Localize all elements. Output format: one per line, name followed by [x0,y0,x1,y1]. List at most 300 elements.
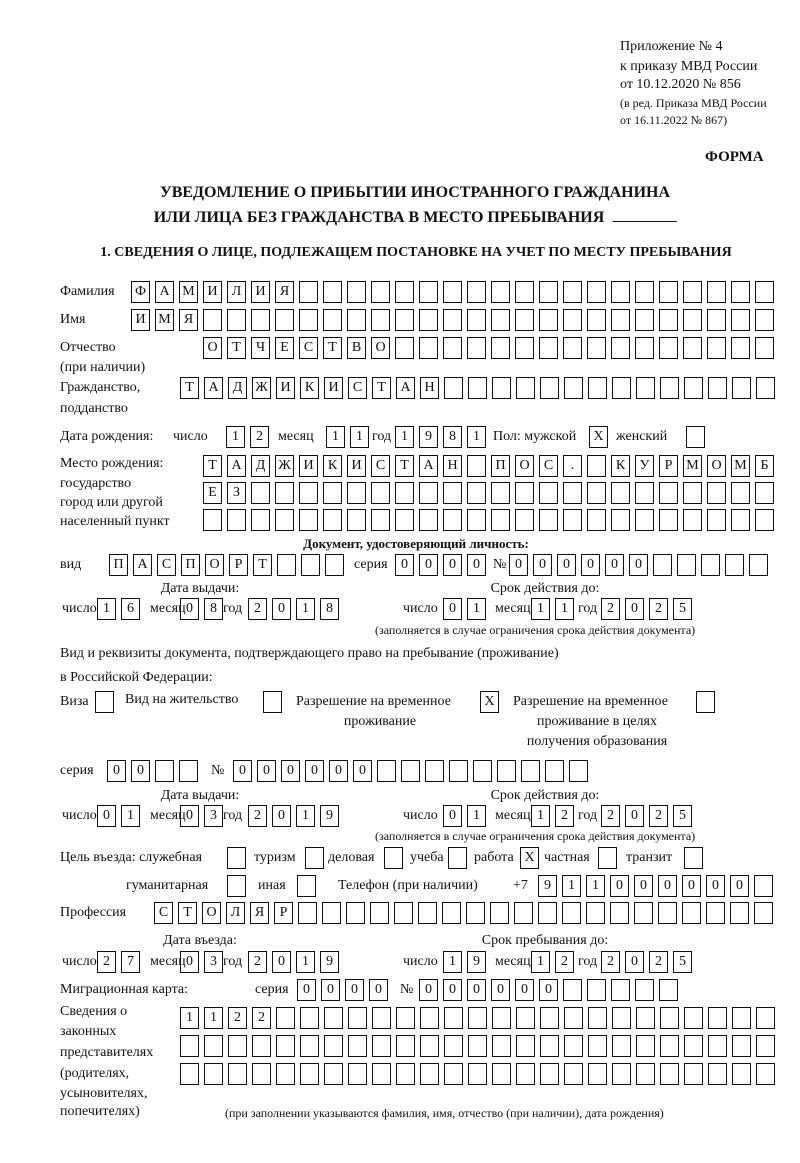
cell[interactable]: Д [228,377,247,399]
entry-year-cells[interactable] [248,951,339,973]
birth-place-cells-1[interactable] [203,455,774,477]
cell[interactable]: 1 [180,1007,199,1029]
cell[interactable] [598,847,617,869]
cell[interactable]: С [539,455,558,477]
reps-cells-2[interactable] [180,1035,775,1057]
cell[interactable] [707,509,726,531]
cell[interactable]: 0 [625,805,644,827]
cell[interactable] [563,509,582,531]
mc-number-cells[interactable] [419,979,678,1001]
cell[interactable] [756,1035,775,1057]
cell[interactable] [395,337,414,359]
cell[interactable] [563,309,582,331]
cell[interactable] [300,1063,319,1085]
cell[interactable]: Ф [131,281,150,303]
cell[interactable]: П [181,554,200,576]
cell[interactable] [324,1007,343,1029]
cell[interactable]: 1 [562,875,581,897]
cell[interactable] [563,979,582,1001]
cell[interactable] [468,1063,487,1085]
cell[interactable]: 1 [326,426,345,448]
cell[interactable]: 2 [649,951,668,973]
cell[interactable] [425,760,444,782]
cell[interactable] [754,902,773,924]
cell[interactable] [515,309,534,331]
cell[interactable]: 1 [97,598,116,620]
cell[interactable] [683,337,702,359]
cell[interactable] [348,1007,367,1029]
id-issue-day-cells[interactable] [97,598,140,620]
cell[interactable] [563,337,582,359]
cell[interactable] [684,1007,703,1029]
cell[interactable]: 0 [369,979,388,1001]
cell[interactable]: 0 [321,979,340,1001]
cell[interactable] [635,309,654,331]
cell[interactable] [300,1035,319,1057]
cell[interactable]: 2 [601,598,620,620]
cell[interactable] [372,1007,391,1029]
cell[interactable] [227,309,246,331]
id-valid-month-cells[interactable] [531,598,574,620]
cell[interactable]: 0 [281,760,300,782]
cell[interactable] [677,554,696,576]
id-valid-year-cells[interactable] [601,598,692,620]
cell[interactable]: М [179,281,198,303]
cell[interactable] [443,281,462,303]
cell[interactable]: 6 [121,598,140,620]
cell[interactable]: А [133,554,152,576]
cell[interactable]: 5 [673,805,692,827]
res-valid-day-cells[interactable] [443,805,486,827]
cell[interactable]: Ч [251,337,270,359]
birth-place-cells-3[interactable] [203,509,774,531]
cell[interactable] [420,1035,439,1057]
cell[interactable] [732,377,751,399]
cell[interactable] [515,509,534,531]
cell[interactable]: 9 [538,875,557,897]
cell[interactable] [521,760,540,782]
cell[interactable]: 0 [272,598,291,620]
cell[interactable]: 0 [634,875,653,897]
cell[interactable] [204,1063,223,1085]
cell[interactable] [539,482,558,504]
cell[interactable] [660,377,679,399]
cell[interactable] [706,902,725,924]
cell[interactable] [515,337,534,359]
cell[interactable] [707,482,726,504]
purpose-private-checkbox[interactable] [598,847,617,869]
cell[interactable] [707,281,726,303]
residence-permit-checkbox[interactable] [263,691,282,713]
cell[interactable] [611,509,630,531]
cell[interactable]: 0 [419,979,438,1001]
cell[interactable]: 1 [204,1007,223,1029]
cell[interactable] [611,309,630,331]
reps-cells-3[interactable] [180,1063,775,1085]
cell[interactable] [467,309,486,331]
cell[interactable] [347,509,366,531]
cell[interactable]: 0 [107,760,126,782]
cell[interactable] [396,1035,415,1057]
cell[interactable]: 1 [467,426,486,448]
cell[interactable]: 1 [350,426,369,448]
cell[interactable]: Я [275,281,294,303]
cell[interactable] [587,309,606,331]
cell[interactable]: 9 [320,805,339,827]
cell[interactable]: Т [372,377,391,399]
cell[interactable] [696,691,715,713]
cell[interactable] [684,847,703,869]
cell[interactable] [491,281,510,303]
cell[interactable] [612,1035,631,1057]
cell[interactable] [277,554,296,576]
cell[interactable]: 0 [272,951,291,973]
cell[interactable] [371,509,390,531]
res-series-cells[interactable] [107,760,198,782]
birth-day-cells[interactable] [226,426,269,448]
cell[interactable]: О [515,455,534,477]
cell[interactable] [276,1063,295,1085]
cell[interactable] [755,482,774,504]
cell[interactable] [545,760,564,782]
cell[interactable] [588,1007,607,1029]
cell[interactable] [322,902,341,924]
cell[interactable] [370,902,389,924]
cell[interactable]: А [419,455,438,477]
cell[interactable] [731,509,750,531]
cell[interactable]: 0 [557,554,576,576]
cell[interactable]: П [109,554,128,576]
cell[interactable]: М [683,455,702,477]
cell[interactable] [442,902,461,924]
cell[interactable]: 8 [443,426,462,448]
cell[interactable] [564,1007,583,1029]
cell[interactable]: Н [420,377,439,399]
cell[interactable]: 0 [625,598,644,620]
cell[interactable] [275,509,294,531]
purpose-study-checkbox[interactable] [448,847,467,869]
cell[interactable]: 1 [296,805,315,827]
cell[interactable]: 0 [180,598,199,620]
cell[interactable] [732,1007,751,1029]
cell[interactable]: 0 [233,760,252,782]
cell[interactable] [611,337,630,359]
cell[interactable]: 0 [419,554,438,576]
cell[interactable] [395,509,414,531]
cell[interactable] [516,1035,535,1057]
cell[interactable] [323,281,342,303]
cell[interactable] [611,482,630,504]
cell[interactable] [492,1035,511,1057]
cell[interactable] [203,509,222,531]
citizenship-cells[interactable] [180,377,775,399]
cell[interactable]: О [202,902,221,924]
cell[interactable] [684,377,703,399]
cell[interactable]: Т [323,337,342,359]
cell[interactable] [419,337,438,359]
cell[interactable] [636,1007,655,1029]
cell[interactable]: 2 [649,598,668,620]
id-issue-year-cells[interactable] [248,598,339,620]
cell[interactable]: X [480,691,499,713]
cell[interactable] [755,309,774,331]
cell[interactable] [755,337,774,359]
cell[interactable] [180,1063,199,1085]
cell[interactable] [449,760,468,782]
cell[interactable] [492,1063,511,1085]
cell[interactable]: М [155,309,174,331]
cell[interactable]: 3 [204,805,223,827]
cell[interactable]: К [611,455,630,477]
cell[interactable]: Р [229,554,248,576]
cell[interactable] [372,1035,391,1057]
cell[interactable] [227,847,246,869]
cell[interactable] [490,902,509,924]
cell[interactable]: И [299,455,318,477]
cell[interactable]: 2 [601,805,620,827]
cell[interactable] [448,847,467,869]
stay-year-cells[interactable] [601,951,692,973]
cell[interactable]: 2 [248,598,267,620]
cell[interactable] [707,337,726,359]
cell[interactable]: 8 [204,598,223,620]
cell[interactable]: 0 [257,760,276,782]
cell[interactable]: К [323,455,342,477]
cell[interactable]: 2 [228,1007,247,1029]
cell[interactable] [299,509,318,531]
cell[interactable]: 9 [320,951,339,973]
cell[interactable] [467,337,486,359]
res-issue-month-cells[interactable] [180,805,223,827]
cell[interactable] [653,554,672,576]
cell[interactable] [491,309,510,331]
purpose-business-checkbox[interactable] [384,847,403,869]
cell[interactable] [346,902,365,924]
cell[interactable] [588,1063,607,1085]
cell[interactable]: Т [395,455,414,477]
cell[interactable] [732,1035,751,1057]
cell[interactable] [540,1035,559,1057]
cell[interactable] [755,509,774,531]
cell[interactable]: 0 [272,805,291,827]
cell[interactable] [443,337,462,359]
cell[interactable] [444,377,463,399]
cell[interactable]: А [204,377,223,399]
phone-cells[interactable] [538,875,773,897]
cell[interactable] [587,337,606,359]
cell[interactable]: Д [251,455,270,477]
cell[interactable] [588,377,607,399]
cell[interactable]: 0 [625,951,644,973]
entry-day-cells[interactable] [97,951,140,973]
cell[interactable] [538,902,557,924]
patronymic-cells[interactable] [203,337,774,359]
cell[interactable]: 0 [539,979,558,1001]
cell[interactable] [443,509,462,531]
cell[interactable] [276,1035,295,1057]
cell[interactable] [731,281,750,303]
cell[interactable]: Е [203,482,222,504]
cell[interactable]: 0 [658,875,677,897]
cell[interactable]: 2 [248,805,267,827]
cell[interactable] [516,1007,535,1029]
cell[interactable] [95,691,114,713]
cell[interactable] [228,1063,247,1085]
mc-series-cells[interactable] [297,979,388,1001]
cell[interactable] [635,482,654,504]
cell[interactable] [756,1063,775,1085]
cell[interactable]: 2 [250,426,269,448]
sex-male-checkbox[interactable] [589,426,608,448]
cell[interactable] [419,482,438,504]
cell[interactable] [377,760,396,782]
cell[interactable]: Р [659,455,678,477]
cell[interactable]: 8 [320,598,339,620]
cell[interactable] [467,281,486,303]
cell[interactable] [660,1007,679,1029]
cell[interactable]: С [348,377,367,399]
cell[interactable] [682,902,701,924]
cell[interactable]: И [251,281,270,303]
cell[interactable] [708,1035,727,1057]
cell[interactable]: . [563,455,582,477]
cell[interactable] [683,509,702,531]
cell[interactable]: 0 [345,979,364,1001]
cell[interactable] [539,309,558,331]
cell[interactable] [686,426,705,448]
cell[interactable] [732,1063,751,1085]
cell[interactable] [563,281,582,303]
purpose-service-checkbox[interactable] [227,847,246,869]
cell[interactable]: 2 [97,951,116,973]
cell[interactable] [731,337,750,359]
cell[interactable] [299,482,318,504]
cell[interactable] [275,309,294,331]
cell[interactable] [372,1063,391,1085]
cell[interactable]: Е [275,337,294,359]
cell[interactable] [515,281,534,303]
cell[interactable] [251,309,270,331]
cell[interactable]: 2 [601,951,620,973]
profession-cells[interactable] [154,902,773,924]
cell[interactable]: П [491,455,510,477]
cell[interactable]: 0 [353,760,372,782]
cell[interactable]: Т [180,377,199,399]
cell[interactable] [756,377,775,399]
cell[interactable]: В [347,337,366,359]
cell[interactable] [731,482,750,504]
purpose-other-checkbox[interactable] [297,875,316,897]
cell[interactable]: 0 [509,554,528,576]
cell[interactable] [263,691,282,713]
cell[interactable]: С [157,554,176,576]
cell[interactable]: И [203,281,222,303]
cell[interactable]: Я [179,309,198,331]
cell[interactable]: З [227,482,246,504]
cell[interactable]: И [347,455,366,477]
cell[interactable]: 1 [226,426,245,448]
cell[interactable] [707,309,726,331]
cell[interactable]: 0 [395,554,414,576]
cell[interactable]: О [203,337,222,359]
cell[interactable] [612,1007,631,1029]
cell[interactable] [204,1035,223,1057]
cell[interactable]: Т [253,554,272,576]
cell[interactable] [497,760,516,782]
cell[interactable] [635,337,654,359]
cell[interactable] [540,377,559,399]
cell[interactable] [323,309,342,331]
cell[interactable]: 2 [555,951,574,973]
cell[interactable] [755,281,774,303]
cell[interactable] [300,1007,319,1029]
cell[interactable] [749,554,768,576]
cell[interactable] [252,1035,271,1057]
cell[interactable]: А [155,281,174,303]
entry-month-cells[interactable] [180,951,223,973]
cell[interactable] [708,1063,727,1085]
cell[interactable] [419,309,438,331]
cell[interactable]: 1 [467,805,486,827]
cell[interactable] [395,309,414,331]
cell[interactable] [305,847,324,869]
cell[interactable]: О [371,337,390,359]
cell[interactable]: 0 [610,875,629,897]
cell[interactable] [323,482,342,504]
cell[interactable]: Ж [252,377,271,399]
birth-year-cells[interactable] [395,426,486,448]
cell[interactable]: 1 [555,598,574,620]
cell[interactable]: 0 [131,760,150,782]
cell[interactable] [299,309,318,331]
cell[interactable] [468,377,487,399]
id-number-cells[interactable] [509,554,768,576]
reps-cells-1[interactable] [180,1007,775,1029]
cell[interactable] [251,509,270,531]
cell[interactable] [587,281,606,303]
purpose-humanitarian-checkbox[interactable] [227,875,246,897]
cell[interactable] [635,979,654,1001]
temp-permit-checkbox[interactable] [480,691,499,713]
purpose-tourism-checkbox[interactable] [305,847,324,869]
cell[interactable]: 1 [531,598,550,620]
cell[interactable]: 1 [121,805,140,827]
cell[interactable] [659,337,678,359]
cell[interactable] [708,377,727,399]
cell[interactable] [587,455,606,477]
cell[interactable] [347,482,366,504]
cell[interactable] [684,1063,703,1085]
cell[interactable]: 0 [605,554,624,576]
cell[interactable]: Т [203,455,222,477]
cell[interactable]: 1 [467,598,486,620]
cell[interactable] [564,1063,583,1085]
cell[interactable]: X [520,847,539,869]
cell[interactable] [658,902,677,924]
cell[interactable] [347,281,366,303]
cell[interactable] [444,1007,463,1029]
cell[interactable] [756,1007,775,1029]
cell[interactable] [587,482,606,504]
cell[interactable]: О [707,455,726,477]
cell[interactable] [444,1035,463,1057]
cell[interactable]: 5 [673,951,692,973]
cell[interactable]: 2 [555,805,574,827]
cell[interactable]: И [131,309,150,331]
cell[interactable] [473,760,492,782]
res-issue-year-cells[interactable] [248,805,339,827]
cell[interactable]: Ж [275,455,294,477]
